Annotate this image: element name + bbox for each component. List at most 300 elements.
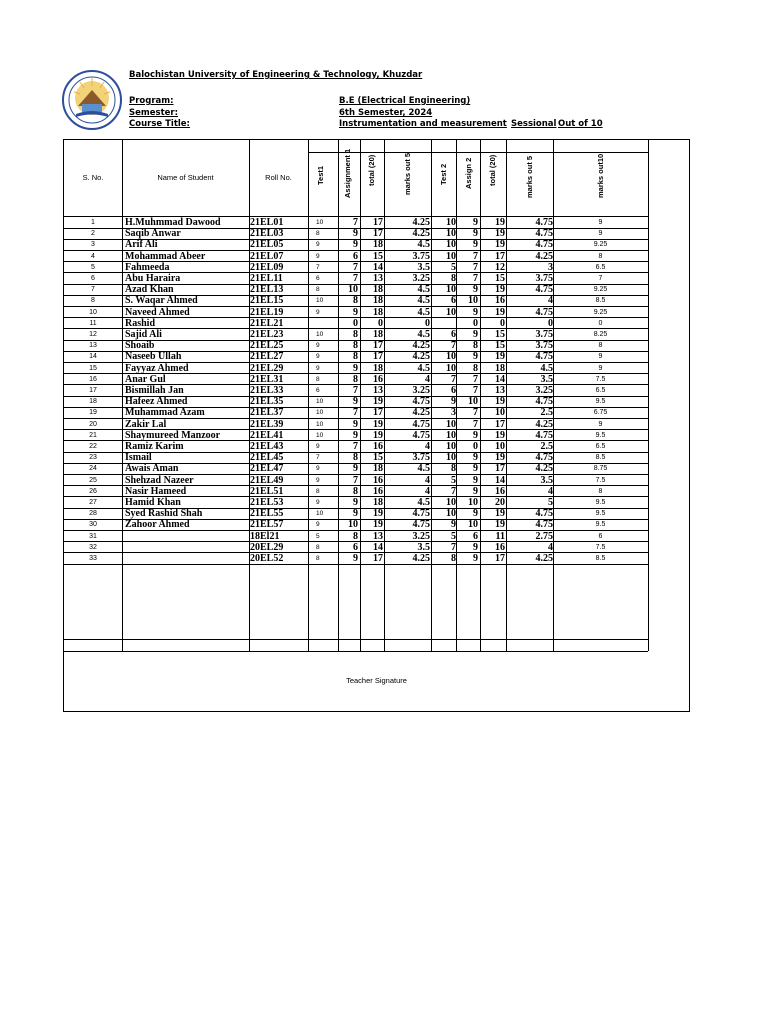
cell-marks5-2: 4.75	[535, 452, 553, 464]
cell-total1: 17	[373, 228, 383, 240]
cell-total1: 17	[373, 553, 383, 564]
cell-sno: 6	[91, 275, 95, 282]
cell-total2: 16	[495, 541, 505, 553]
cell-total2: 19	[495, 519, 505, 531]
cell-total1: 16	[373, 441, 383, 452]
cell-assignment1: 8	[353, 351, 358, 363]
cell-marks10: 9.5	[595, 499, 606, 506]
cell-marks5-2: 4.75	[535, 508, 553, 520]
cell-marks10: 7.5	[595, 543, 606, 551]
cell-sno: 26	[89, 487, 97, 495]
cell-total1: 18	[373, 463, 383, 475]
table-row	[64, 239, 648, 250]
cell-assignment1: 9	[353, 553, 358, 564]
table-row	[64, 542, 648, 553]
cell-assign2: 10	[468, 396, 478, 408]
cell-assignment1: 9	[353, 463, 358, 475]
cell-marks10: 8	[598, 342, 603, 350]
cell-assignment1: 9	[353, 508, 358, 520]
cell-marks5-2: 4.25	[535, 418, 553, 430]
cell-total2: 15	[495, 340, 505, 352]
cell-sno: 4	[91, 252, 95, 260]
cell-marks5-1: 4	[425, 373, 430, 385]
cell-test2: 10	[446, 441, 456, 452]
cell-marks10: 6.5	[595, 443, 606, 450]
cell-name: Naveed Ahmed	[125, 306, 190, 318]
cell-total1: 18	[373, 329, 383, 340]
table-row	[64, 295, 648, 306]
table-row	[64, 430, 648, 441]
cell-marks5-2: 4	[548, 485, 553, 497]
cell-roll: 21EL53	[250, 497, 284, 508]
cell-sno: 33	[89, 555, 97, 562]
grid-line	[648, 140, 649, 651]
cell-marks10: 9	[598, 219, 603, 226]
cell-assignment1: 8	[353, 295, 358, 307]
cell-assignment1: 8	[353, 452, 358, 464]
cell-test2: 10	[446, 239, 456, 251]
cell-test2: 3	[451, 407, 456, 419]
cell-test2: 8	[451, 273, 456, 284]
cell-total2: 18	[495, 362, 505, 374]
cell-name: Mohammad Abeer	[125, 250, 206, 262]
cell-marks10: 8	[598, 252, 603, 260]
cell-roll: 21EL37	[250, 407, 284, 419]
cell-total2: 19	[495, 306, 505, 318]
cell-assign2: 0	[473, 441, 478, 452]
cell-total2: 15	[495, 329, 505, 340]
grade-sheet-table	[63, 139, 690, 712]
cell-test2: 5	[451, 474, 456, 486]
cell-assignment1: 8	[353, 329, 358, 340]
cell-total2: 19	[495, 351, 505, 363]
cell-assign2: 0	[473, 317, 478, 329]
grid-line	[64, 639, 648, 640]
cell-roll: 21EL43	[250, 441, 284, 452]
cell-marks5-2: 3.75	[535, 273, 553, 284]
cell-marks10: 8.5	[595, 297, 606, 305]
cell-marks5-1: 4.25	[412, 217, 430, 228]
cell-roll: 21EL35	[250, 396, 284, 408]
cell-sno: 32	[89, 543, 97, 551]
cell-marks10: 9.5	[595, 398, 606, 406]
cell-name: Abu Haraira	[125, 273, 181, 284]
table-row	[64, 251, 648, 262]
cell-sno: 3	[91, 241, 95, 249]
cell-marks10: 9	[598, 364, 603, 372]
cell-assignment1: 10	[348, 284, 358, 296]
cell-sno: 24	[89, 465, 97, 473]
cell-marks5-1: 4.75	[412, 508, 430, 520]
cell-test1: 8	[316, 555, 320, 562]
cell-roll: 21EL01	[250, 217, 284, 228]
cell-marks5-1: 3.75	[412, 452, 430, 464]
cell-assignment1: 9	[353, 239, 358, 251]
cell-test1: 10	[316, 331, 324, 338]
cell-marks10: 8.25	[593, 331, 608, 338]
cell-marks10: 9.25	[593, 286, 608, 294]
cell-test1: 9	[316, 353, 320, 361]
cell-test1: 6	[316, 387, 320, 394]
cell-total1: 13	[373, 273, 383, 284]
table-row	[64, 217, 648, 228]
cell-marks5-1: 4	[425, 441, 430, 452]
semester-label: Semester:	[129, 108, 178, 118]
cell-test1: 9	[316, 476, 320, 484]
cell-marks10: 7.5	[595, 375, 606, 383]
cell-total2: 17	[495, 418, 505, 430]
cell-assign2: 7	[473, 407, 478, 419]
cell-sno: 15	[89, 364, 97, 372]
cell-marks5-2: 0	[548, 317, 553, 329]
cell-total1: 18	[373, 497, 383, 508]
cell-sno: 8	[91, 297, 95, 305]
cell-marks5-1: 3.25	[412, 273, 430, 284]
cell-test1: 6	[316, 275, 320, 282]
cell-assignment1: 9	[353, 228, 358, 240]
cell-name: Muhammad Azam	[125, 407, 205, 419]
cell-total2: 19	[495, 217, 505, 228]
cell-total2: 19	[495, 228, 505, 240]
cell-total1: 14	[373, 261, 383, 273]
cell-assign2: 9	[473, 351, 478, 363]
cell-assign2: 8	[473, 362, 478, 374]
cell-marks10: 0	[598, 319, 603, 327]
cell-marks5-2: 4.75	[535, 351, 553, 363]
table-row	[64, 329, 648, 340]
cell-assign2: 9	[473, 474, 478, 486]
cell-roll: 21EL09	[250, 261, 284, 273]
cell-name: Saqib Anwar	[125, 228, 181, 240]
cell-assignment1: 9	[353, 497, 358, 508]
cell-test2: 10	[446, 250, 456, 262]
cell-name: Ismail	[125, 452, 152, 464]
cell-sno: 25	[89, 476, 97, 484]
cell-marks5-2: 3	[548, 261, 553, 273]
cell-marks5-2: 4.75	[535, 217, 553, 228]
cell-test1: 8	[316, 230, 320, 238]
cell-assign2: 9	[473, 485, 478, 497]
cell-marks10: 7	[598, 275, 603, 282]
university-logo	[62, 70, 122, 130]
cell-test1: 10	[316, 409, 324, 417]
col-header-test1: Test1	[316, 165, 325, 185]
cell-total2: 17	[495, 553, 505, 564]
cell-test1: 8	[316, 286, 320, 294]
cell-marks10: 8.5	[595, 454, 606, 462]
cell-marks5-1: 4.25	[412, 553, 430, 564]
cell-total2: 0	[500, 317, 505, 329]
cell-name: Zakir Lal	[125, 418, 167, 430]
cell-total2: 13	[495, 385, 505, 396]
cell-test1: 10	[316, 297, 324, 305]
cell-roll: 21EL45	[250, 452, 284, 464]
cell-total2: 12	[495, 261, 505, 273]
cell-total2: 19	[495, 429, 505, 441]
table-row	[64, 396, 648, 407]
table-row	[64, 374, 648, 385]
cell-marks5-1: 4.5	[417, 295, 430, 307]
cell-total1: 13	[373, 385, 383, 396]
cell-marks10: 9	[598, 353, 603, 361]
cell-marks5-1: 4.75	[412, 396, 430, 408]
cell-total1: 19	[373, 508, 383, 520]
cell-marks5-2: 3.5	[540, 373, 553, 385]
table-row	[64, 452, 648, 463]
cell-name: Fayyaz Ahmed	[125, 362, 189, 374]
cell-assignment1: 10	[348, 519, 358, 531]
cell-name: Azad Khan	[125, 284, 174, 296]
cell-marks5-2: 4	[548, 541, 553, 553]
cell-marks5-1: 4	[425, 474, 430, 486]
cell-total1: 19	[373, 429, 383, 441]
cell-marks5-1: 3.25	[412, 385, 430, 396]
cell-marks5-2: 2.5	[540, 407, 553, 419]
cell-marks5-2: 2.75	[535, 530, 553, 542]
cell-total1: 17	[373, 217, 383, 228]
teacher-signature-label: Teacher Signature	[346, 676, 407, 685]
table-row	[64, 307, 648, 318]
col-header-total1: total (20)	[367, 154, 376, 186]
cell-name: Shoaib	[125, 340, 155, 352]
cell-total2: 10	[495, 441, 505, 452]
cell-roll: 21EL47	[250, 463, 284, 475]
cell-test2: 10	[446, 429, 456, 441]
table-row	[64, 486, 648, 497]
cell-test1: 9	[316, 521, 320, 529]
col-header-marks10: marks out10	[596, 153, 605, 198]
cell-marks5-2: 4.75	[535, 429, 553, 441]
cell-total2: 15	[495, 273, 505, 284]
cell-marks5-1: 4.75	[412, 429, 430, 441]
cell-test2: 6	[451, 329, 456, 340]
table-row	[64, 553, 648, 564]
table-row	[64, 351, 648, 362]
cell-marks10: 6.5	[595, 387, 606, 394]
cell-total1: 16	[373, 373, 383, 385]
cell-test2: 6	[451, 295, 456, 307]
cell-sno: 18	[89, 398, 97, 406]
cell-assign2: 9	[473, 217, 478, 228]
cell-marks5-1: 3.5	[417, 261, 430, 273]
cell-roll: 21EL07	[250, 250, 284, 262]
cell-marks10: 9.5	[595, 431, 606, 439]
cell-name: Syed Rashid Shah	[125, 508, 203, 520]
cell-marks5-1: 4.5	[417, 329, 430, 340]
cell-marks5-1: 4.5	[417, 362, 430, 374]
table-row	[64, 385, 648, 396]
table-row	[64, 340, 648, 351]
cell-assignment1: 6	[353, 541, 358, 553]
cell-roll: 21EL03	[250, 228, 284, 240]
cell-assign2: 6	[473, 530, 478, 542]
cell-name: Shaymureed Manzoor	[125, 429, 221, 441]
cell-name: Hamid Khan	[125, 497, 181, 508]
cell-test1: 9	[316, 465, 320, 473]
cell-test1: 8	[316, 375, 320, 383]
cell-test2: 10	[446, 508, 456, 520]
cell-assign2: 8	[473, 340, 478, 352]
cell-roll: 21EL05	[250, 239, 284, 251]
cell-marks5-2: 4.25	[535, 250, 553, 262]
cell-sno: 13	[89, 342, 97, 350]
cell-total1: 19	[373, 396, 383, 408]
cell-assign2: 10	[468, 497, 478, 508]
cell-test2: 8	[451, 553, 456, 564]
cell-marks5-2: 4.75	[535, 306, 553, 318]
cell-assignment1: 9	[353, 396, 358, 408]
col-header-name: Name of Student	[157, 173, 214, 182]
cell-roll: 21EL49	[250, 474, 284, 486]
cell-marks5-1: 4.25	[412, 228, 430, 240]
cell-test1: 8	[316, 543, 320, 551]
cell-sno: 20	[89, 420, 97, 428]
cell-assignment1: 7	[353, 217, 358, 228]
cell-sno: 30	[89, 521, 97, 529]
cell-roll: 21EL51	[250, 485, 284, 497]
cell-test2: 10	[446, 306, 456, 318]
cell-marks5-2: 3.25	[535, 385, 553, 396]
cell-sno: 2	[91, 230, 95, 238]
col-header-sno: S. No.	[82, 173, 104, 182]
cell-assign2: 7	[473, 385, 478, 396]
cell-marks5-1: 3.25	[412, 530, 430, 542]
cell-test1: 7	[316, 263, 320, 271]
cell-assignment1: 8	[353, 530, 358, 542]
cell-sno: 11	[89, 319, 97, 327]
table-row	[64, 228, 648, 239]
cell-marks5-1: 3.5	[417, 541, 430, 553]
cell-total1: 13	[373, 530, 383, 542]
cell-name: Arif Ali	[125, 239, 158, 251]
cell-roll: 21EL21	[250, 317, 284, 329]
cell-marks5-2: 4.75	[535, 228, 553, 240]
cell-assign2: 9	[473, 553, 478, 564]
cell-total1: 18	[373, 239, 383, 251]
cell-test1: 9	[316, 443, 320, 450]
cell-test2: 5	[451, 530, 456, 542]
cell-assign2: 10	[468, 519, 478, 531]
cell-marks5-1: 4.5	[417, 306, 430, 318]
cell-total2: 19	[495, 452, 505, 464]
cell-assignment1: 8	[353, 373, 358, 385]
cell-test1	[316, 318, 338, 329]
cell-roll: 21EL11	[250, 273, 283, 284]
cell-sno: 23	[89, 454, 97, 462]
cell-sno: 10	[89, 308, 97, 316]
program-label: Program:	[129, 96, 174, 106]
cell-assignment1: 7	[353, 273, 358, 284]
cell-test2: 10	[446, 452, 456, 464]
cell-assign2: 9	[473, 239, 478, 251]
course-title-value: Instrumentation and measurement	[339, 119, 507, 129]
cell-marks5-2: 2.5	[540, 441, 553, 452]
cell-sno: 7	[91, 286, 95, 294]
cell-roll: 18El21	[250, 530, 280, 542]
cell-test1: 5	[316, 532, 320, 540]
table-row	[64, 497, 648, 508]
out-of-label: Out of 10	[558, 119, 603, 129]
table-row	[64, 475, 648, 486]
cell-test1: 9	[316, 364, 320, 372]
cell-assignment1: 9	[353, 429, 358, 441]
cell-roll: 20EL29	[250, 541, 284, 553]
cell-assignment1: 9	[353, 362, 358, 374]
cell-marks10: 6.5	[595, 263, 606, 271]
cell-total2: 14	[495, 373, 505, 385]
table-row	[64, 407, 648, 418]
cell-sno: 16	[89, 375, 97, 383]
cell-sno: 27	[89, 499, 97, 506]
col-header-marks5-1: marks out 5	[403, 152, 412, 195]
cell-name: Shehzad Nazeer	[125, 474, 194, 486]
cell-marks10: 9	[598, 420, 603, 428]
cell-total2: 14	[495, 474, 505, 486]
col-header-assignment1: Assignment 1	[343, 148, 352, 198]
cell-total2: 19	[495, 239, 505, 251]
cell-assign2: 9	[473, 541, 478, 553]
cell-test2: 7	[451, 485, 456, 497]
cell-name: Zahoor Ahmed	[125, 519, 190, 531]
cell-sno: 5	[91, 263, 95, 271]
cell-sno: 31	[89, 532, 97, 540]
cell-total1: 17	[373, 407, 383, 419]
cell-marks5-1: 0	[425, 317, 430, 329]
cell-total1: 18	[373, 362, 383, 374]
cell-total1: 17	[373, 340, 383, 352]
cell-assign2: 9	[473, 329, 478, 340]
cell-test2: 10	[446, 362, 456, 374]
cell-test2: 6	[451, 385, 456, 396]
col-header-marks5-2: marks out 5	[525, 155, 534, 198]
cell-test1: 9	[316, 241, 320, 249]
cell-marks5-2: 3.75	[535, 329, 553, 340]
cell-name: Bismillah Jan	[125, 385, 184, 396]
cell-sno: 1	[91, 219, 95, 226]
cell-name: Hafeez Ahmed	[125, 396, 188, 408]
cell-test2: 7	[451, 373, 456, 385]
cell-test1: 8	[316, 487, 320, 495]
table-row	[64, 419, 648, 430]
cell-test2: 10	[446, 418, 456, 430]
cell-total1: 15	[373, 250, 383, 262]
cell-marks5-2: 3.5	[540, 474, 553, 486]
cell-assignment1: 8	[353, 485, 358, 497]
cell-total2: 19	[495, 284, 505, 296]
cell-roll: 21EL19	[250, 306, 284, 318]
cell-test2: 7	[451, 541, 456, 553]
cell-name: Naseeb Ullah	[125, 351, 182, 363]
cell-total1: 18	[373, 284, 383, 296]
cell-marks5-2: 4.75	[535, 239, 553, 251]
cell-marks10: 8	[598, 487, 603, 495]
table-row	[64, 363, 648, 374]
cell-name: H.Muhmmad Dawood	[125, 217, 221, 228]
cell-marks5-2: 4	[548, 295, 553, 307]
cell-assignment1: 7	[353, 261, 358, 273]
col-header-assign2: Assign 2	[464, 157, 473, 189]
cell-assignment1: 7	[353, 474, 358, 486]
cell-assign2: 9	[473, 228, 478, 240]
cell-name: Fahmeeda	[125, 261, 170, 273]
cell-assignment1: 7	[353, 407, 358, 419]
cell-total2: 16	[495, 295, 505, 307]
cell-marks10: 6.75	[593, 409, 608, 417]
cell-total2: 19	[495, 508, 505, 520]
cell-total1: 14	[373, 541, 383, 553]
cell-assign2: 9	[473, 429, 478, 441]
cell-total1: 16	[373, 474, 383, 486]
